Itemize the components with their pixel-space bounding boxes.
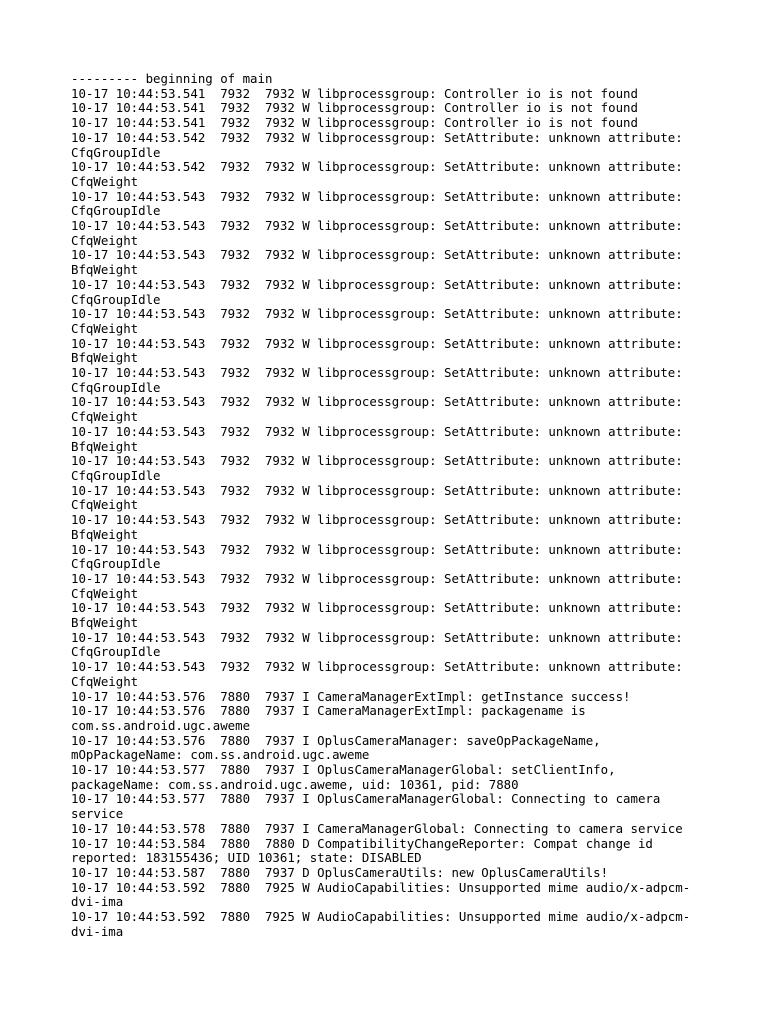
log-line: CfqGroupIdle [71,467,161,483]
log-document [71,72,711,939]
log-line: 10-17 10:44:53.543 7932 7932 W libprocessgroup: SetAttribute: unknown attribute: [71,423,683,439]
log-line: packageName: com.ss.android.ugc.aweme, uid: 10361, pid: 7880 [71,776,519,792]
log-line: BfqWeight [71,615,139,631]
log-line: CfqWeight [71,497,139,513]
log-line: com.ss.android.ugc.aweme [71,717,251,733]
log-line: 10-17 10:44:53.543 7932 7932 W libprocessgroup: SetAttribute: unknown attribute: [71,453,683,469]
log-line: 10-17 10:44:53.541 7932 7932 W libprocessgroup: Controller io is not found [71,100,638,116]
log-line: CfqGroupIdle [71,556,161,572]
log-line: 10-17 10:44:53.587 7880 7937 D OplusCameraUtils: new OplusCameraUtils! [71,864,609,880]
log-line: 10-17 10:44:53.584 7880 7880 D CompatibilityChangeReporter: Compat change id [71,835,653,851]
log-line: 10-17 10:44:53.542 7932 7932 W libprocessgroup: SetAttribute: unknown attribute: [71,129,683,145]
log-line: BfqWeight [71,526,139,542]
log-line: 10-17 10:44:53.578 7880 7937 I CameraManagerGlobal: Connecting to camera service [71,820,683,836]
log-line: CfqGroupIdle [71,291,161,307]
log-line: 10-17 10:44:53.576 7880 7937 I CameraManagerExtImpl: getInstance success! [71,688,631,704]
log-line: 10-17 10:44:53.576 7880 7937 I CameraManagerExtImpl: packagename is [71,703,586,719]
log-line: 10-17 10:44:53.543 7932 7932 W libprocessgroup: SetAttribute: unknown attribute: [71,600,683,616]
log-line: mOpPackageName: com.ss.android.ugc.aweme [71,747,370,763]
log-line: CfqGroupIdle [71,203,161,219]
log-line: 10-17 10:44:53.543 7932 7932 W libprocessgroup: SetAttribute: unknown attribute: [71,482,683,498]
log-line: 10-17 10:44:53.543 7932 7932 W libprocessgroup: SetAttribute: unknown attribute: [71,541,683,557]
log-line: 10-17 10:44:53.541 7932 7932 W libprocessgroup: Controller io is not found [71,115,638,131]
log-line: dvi-ima [71,923,124,939]
log-line: CfqWeight [71,673,139,689]
log-line: 10-17 10:44:53.543 7932 7932 W libprocessgroup: SetAttribute: unknown attribute: [71,512,683,528]
log-line: CfqWeight [71,232,139,248]
log-line: 10-17 10:44:53.543 7932 7932 W libprocessgroup: SetAttribute: unknown attribute: [71,306,683,322]
log-line: CfqWeight [71,585,139,601]
log-line: 10-17 10:44:53.543 7932 7932 W libprocessgroup: SetAttribute: unknown attribute: [71,335,683,351]
log-line: 10-17 10:44:53.592 7880 7925 W AudioCapabilities: Unsupported mime audio/x-adpcm- [71,909,691,925]
log-line: 10-17 10:44:53.543 7932 7932 W libprocessgroup: SetAttribute: unknown attribute: [71,188,683,204]
log-line: CfqWeight [71,173,139,189]
log-line: service [71,806,124,822]
log-line: 10-17 10:44:53.543 7932 7932 W libprocessgroup: SetAttribute: unknown attribute: [71,659,683,675]
log-line: dvi-ima [71,894,124,910]
log-line: 10-17 10:44:53.577 7880 7937 I OplusCameraManagerGlobal: setClientInfo, [71,762,616,778]
log-line: BfqWeight [71,350,139,366]
log-line: CfqGroupIdle [71,379,161,395]
log-line: 10-17 10:44:53.576 7880 7937 I OplusCameraManager: saveOpPackageName, [71,732,601,748]
log-line: 10-17 10:44:53.543 7932 7932 W libprocessgroup: SetAttribute: unknown attribute: [71,570,683,586]
log-line: 10-17 10:44:53.542 7932 7932 W libprocessgroup: SetAttribute: unknown attribute: [71,159,683,175]
log-line: BfqWeight [71,438,139,454]
log-line: 10-17 10:44:53.543 7932 7932 W libprocessgroup: SetAttribute: unknown attribute: [71,276,683,292]
log-line: reported: 183155436; UID 10361; state: DISABLED [71,850,422,866]
log-line: 10-17 10:44:53.541 7932 7932 W libprocessgroup: Controller io is not found [71,85,638,101]
log-line: 10-17 10:44:53.592 7880 7925 W AudioCapabilities: Unsupported mime audio/x-adpcm- [71,879,691,895]
log-line: 10-17 10:44:53.543 7932 7932 W libprocessgroup: SetAttribute: unknown attribute: [71,394,683,410]
log-line: CfqWeight [71,409,139,425]
log-line: 10-17 10:44:53.543 7932 7932 W libprocessgroup: SetAttribute: unknown attribute: [71,365,683,381]
log-line: 10-17 10:44:53.543 7932 7932 W libprocessgroup: SetAttribute: unknown attribute: [71,247,683,263]
log-line: 10-17 10:44:53.577 7880 7937 I OplusCameraManagerGlobal: Connecting to camera [71,791,661,807]
log-line: BfqWeight [71,262,139,278]
log-line: --------- beginning of main [71,71,273,86]
log-line: CfqWeight [71,320,139,336]
log-line: CfqGroupIdle [71,144,161,160]
log-line: 10-17 10:44:53.543 7932 7932 W libprocessgroup: SetAttribute: unknown attribute: [71,629,683,645]
log-line: CfqGroupIdle [71,644,161,660]
log-line: 10-17 10:44:53.543 7932 7932 W libprocessgroup: SetAttribute: unknown attribute: [71,218,683,234]
